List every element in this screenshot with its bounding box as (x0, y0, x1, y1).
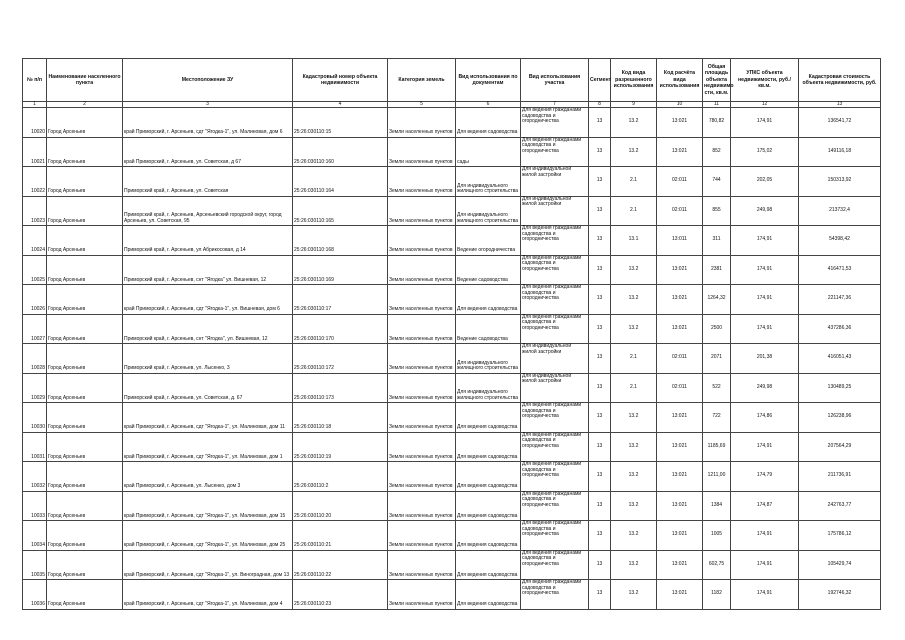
cell-segment: 13 (589, 137, 611, 167)
cell-upks: 174,86 (731, 403, 799, 433)
cell-use-by-documents: Для индивидуального жилищного строительства (456, 196, 521, 226)
cell-calc-code: 02:011 (657, 167, 703, 197)
cell-segment: 13 (589, 285, 611, 315)
cell-cadastral-number: 25:26:030110:23 (293, 580, 388, 610)
cell-location: Приморский край, г. Арсеньев, снт "Ягодка", ул. Вишневая, 12 (123, 314, 293, 344)
cell-locality: Город Арсеньев (47, 255, 123, 285)
cell-cadastral-number: 25:26:030110:168 (293, 226, 388, 256)
cell-land-category: Земли населенных пунктов (388, 403, 456, 433)
cell-vri-code: 2.1 (611, 344, 657, 374)
cell-row-number: 10031 (23, 432, 47, 462)
cell-vri-code: 13.2 (611, 403, 657, 433)
cell-locality: Город Арсеньев (47, 226, 123, 256)
col-header-segment: Сегмент (589, 59, 611, 102)
cell-segment: 13 (589, 373, 611, 403)
cell-locality: Город Арсеньев (47, 137, 123, 167)
cell-row-number: 10026 (23, 285, 47, 315)
cell-calc-code: 13:021 (657, 521, 703, 551)
cell-segment: 13 (589, 462, 611, 492)
cell-calc-code: 13:021 (657, 285, 703, 315)
cell-locality: Город Арсеньев (47, 521, 123, 551)
cell-segment: 13 (589, 521, 611, 551)
cell-upks: 174,91 (731, 521, 799, 551)
cell-use-by-documents: Ведение садоводства (456, 255, 521, 285)
cell-segment: 13 (589, 403, 611, 433)
cell-location: край Приморский, г. Арсеньев, сдт "Ягодка-1", ул. Малиновая, дом 15 (123, 491, 293, 521)
column-number: 10 (657, 102, 703, 108)
cell-area: 311 (703, 226, 731, 256)
col-header-num: № п/п (23, 59, 47, 102)
cell-use-by-documents: Для ведения садоводства (456, 462, 521, 492)
cell-calc-code: 13:021 (657, 108, 703, 138)
cell-cadastral-number: 25:26:030110:19 (293, 432, 388, 462)
cell-cadastral-number: 25:26:030110:22 (293, 550, 388, 580)
cell-upks: 174,91 (731, 550, 799, 580)
cell-locality: Город Арсеньев (47, 462, 123, 492)
cell-land-category: Земли населенных пунктов (388, 167, 456, 197)
cell-upks: 174,91 (731, 108, 799, 138)
cell-upks: 174,91 (731, 432, 799, 462)
cell-use-of-plot: Для ведения гражданами садоводства и огородничества (521, 432, 589, 462)
cell-use-by-documents: Для ведения садоводства (456, 521, 521, 551)
cell-calc-code: 13:021 (657, 462, 703, 492)
cell-segment: 13 (589, 255, 611, 285)
table-row (23, 462, 881, 492)
cell-use-of-plot: Для ведения гражданами садоводства и огородничества (521, 255, 589, 285)
cell-location: Приморский край, г. Арсеньев, Арсеньевский городской округ, город Арсеньев, ул. Советская, 95 (123, 196, 293, 226)
cell-cadastral-number: 25:26:030110:18 (293, 403, 388, 433)
cell-vri-code: 13.2 (611, 314, 657, 344)
cell-segment: 13 (589, 580, 611, 610)
cell-upks: 174,91 (731, 226, 799, 256)
cell-calc-code: 13:021 (657, 491, 703, 521)
column-number: 5 (388, 102, 456, 108)
cell-vri-code: 13.2 (611, 580, 657, 610)
cell-vri-code: 13.2 (611, 521, 657, 551)
cell-use-by-documents: сады (456, 137, 521, 167)
cell-cadastral-number: 25:26:030110:165 (293, 196, 388, 226)
cell-land-category: Земли населенных пунктов (388, 226, 456, 256)
cell-vri-code: 13.2 (611, 108, 657, 138)
cell-vri-code: 13.2 (611, 491, 657, 521)
cell-area: 1384 (703, 491, 731, 521)
cell-use-by-documents: Ведение огородничества (456, 226, 521, 256)
cell-location: Приморский край, г. Арсеньев, ул. Советская (123, 167, 293, 197)
cell-segment: 13 (589, 196, 611, 226)
table-body (23, 108, 881, 610)
cell-land-category: Земли населенных пунктов (388, 285, 456, 315)
cell-use-of-plot: Для ведения гражданами садоводства и огородничества (521, 108, 589, 138)
cell-calc-code: 13:011 (657, 226, 703, 256)
cell-row-number: 10032 (23, 462, 47, 492)
cell-locality: Город Арсеньев (47, 314, 123, 344)
cell-locality: Город Арсеньев (47, 491, 123, 521)
cell-locality: Город Арсеньев (47, 373, 123, 403)
col-header-area: Общая площадь объекта недвижимо сти, кв.м. (703, 59, 731, 102)
cell-cadastral-number: 25:26:030110:2 (293, 462, 388, 492)
cell-location: край Приморский, г. Арсеньев, сдт "Ягодка-1", ул. Виноградная, дом 13 (123, 550, 293, 580)
cell-use-of-plot: Для ведения гражданами садоводства и огородничества (521, 580, 589, 610)
cell-cadastral-number: 25:26:030110:21 (293, 521, 388, 551)
cell-calc-code: 13:021 (657, 314, 703, 344)
cell-upks: 174,91 (731, 314, 799, 344)
cell-upks: 175,02 (731, 137, 799, 167)
cell-locality: Город Арсеньев (47, 403, 123, 433)
cell-cadastral-cost: 130489,25 (799, 373, 881, 403)
table-row (23, 314, 881, 344)
cell-area: 2500 (703, 314, 731, 344)
cell-use-of-plot: Для индивидуальной жилой застройки (521, 167, 589, 197)
cell-vri-code: 13.1 (611, 226, 657, 256)
cell-locality: Город Арсеньев (47, 108, 123, 138)
cell-land-category: Земли населенных пунктов (388, 344, 456, 374)
cell-cadastral-number: 25:26:030110:17 (293, 285, 388, 315)
cell-use-of-plot: Для ведения гражданами садоводства и огородничества (521, 521, 589, 551)
cell-upks: 174,79 (731, 462, 799, 492)
table-row (23, 344, 881, 374)
cell-row-number: 10034 (23, 521, 47, 551)
col-header-cost: Кадастровая стоимость объекта недвижимости, руб. (799, 59, 881, 102)
cell-area: 1182 (703, 580, 731, 610)
table-row (23, 580, 881, 610)
cell-cadastral-cost: 136541,72 (799, 108, 881, 138)
cell-location: край Приморский, г. Арсеньев, ул. Советская, д 67 (123, 137, 293, 167)
cell-land-category: Земли населенных пунктов (388, 432, 456, 462)
table-row (23, 137, 881, 167)
table-row (23, 491, 881, 521)
column-number: 3 (123, 102, 293, 108)
cell-row-number: 10028 (23, 344, 47, 374)
cell-use-of-plot: Для ведения гражданами садоводства и огородничества (521, 403, 589, 433)
cell-land-category: Земли населенных пунктов (388, 550, 456, 580)
cell-cadastral-number: 25:26:030110:170 (293, 314, 388, 344)
cell-cadastral-number: 25:26:030110:164 (293, 167, 388, 197)
header-row (23, 59, 881, 102)
cell-cadastral-cost: 242763,77 (799, 491, 881, 521)
cell-cadastral-cost: 221147,36 (799, 285, 881, 315)
cell-locality: Город Арсеньев (47, 167, 123, 197)
col-header-calc-code: Код расчёта вида использования (657, 59, 703, 102)
cell-calc-code: 13:021 (657, 580, 703, 610)
cell-cadastral-number: 25:26:030110:15 (293, 108, 388, 138)
cell-location: Приморский край, г. Арсеньев, ул Абрикосовая, д 14 (123, 226, 293, 256)
cell-cadastral-cost: 416051,43 (799, 344, 881, 374)
cell-cadastral-number: 25:26:030110:172 (293, 344, 388, 374)
cell-area: 1211,00 (703, 462, 731, 492)
column-number: 1 (23, 102, 47, 108)
column-number: 11 (703, 102, 731, 108)
cell-use-by-documents: Для ведения садоводства (456, 491, 521, 521)
cell-land-category: Земли населенных пунктов (388, 580, 456, 610)
cell-vri-code: 13.2 (611, 255, 657, 285)
cell-use-of-plot: Для ведения гражданами садоводства и огородничества (521, 226, 589, 256)
col-header-land-category: Категория земель (388, 59, 456, 102)
cell-segment: 13 (589, 314, 611, 344)
cell-row-number: 10021 (23, 137, 47, 167)
cell-segment: 13 (589, 167, 611, 197)
table-row (23, 403, 881, 433)
cell-area: 722 (703, 403, 731, 433)
cell-use-of-plot: Для ведения гражданами садоводства и огородничества (521, 314, 589, 344)
cell-use-by-documents: Ведение садоводства (456, 314, 521, 344)
column-number: 6 (456, 102, 521, 108)
cell-calc-code: 13:021 (657, 137, 703, 167)
cell-row-number: 10024 (23, 226, 47, 256)
column-number: 12 (731, 102, 799, 108)
cell-land-category: Земли населенных пунктов (388, 462, 456, 492)
column-number: 7 (521, 102, 589, 108)
table-row (23, 108, 881, 138)
cell-location: Приморский край, г. Арсеньев, ул. Советская, д. 67 (123, 373, 293, 403)
col-header-vri-code: Код вида разрешенного использования (611, 59, 657, 102)
cell-cadastral-cost: 192746,32 (799, 580, 881, 610)
cell-cadastral-cost: 207564,29 (799, 432, 881, 462)
cell-use-by-documents: Для ведения садоводства (456, 403, 521, 433)
cell-cadastral-number: 25:26:030110:20 (293, 491, 388, 521)
cell-row-number: 10022 (23, 167, 47, 197)
table-row (23, 167, 881, 197)
cadastral-table-sheet (22, 58, 880, 610)
column-number: 8 (589, 102, 611, 108)
cell-locality: Город Арсеньев (47, 285, 123, 315)
col-header-use-doc: Вид использования по документам (456, 59, 521, 102)
cell-use-of-plot: Для ведения гражданами садоводства и огородничества (521, 462, 589, 492)
cell-cadastral-number: 25:26:030110:160 (293, 137, 388, 167)
cell-row-number: 10025 (23, 255, 47, 285)
cell-segment: 13 (589, 108, 611, 138)
column-number: 13 (799, 102, 881, 108)
cell-cadastral-cost: 150313,92 (799, 167, 881, 197)
cell-row-number: 10036 (23, 580, 47, 610)
table-row (23, 255, 881, 285)
cell-cadastral-cost: 54398,42 (799, 226, 881, 256)
cell-area: 522 (703, 373, 731, 403)
cell-use-of-plot: Для индивидуальной жилой застройки (521, 344, 589, 374)
cell-vri-code: 13.2 (611, 285, 657, 315)
cell-locality: Город Арсеньев (47, 196, 123, 226)
cell-area: 2381 (703, 255, 731, 285)
cell-cadastral-cost: 126238,96 (799, 403, 881, 433)
cell-use-of-plot: Для ведения гражданами садоводства и огородничества (521, 137, 589, 167)
cell-use-by-documents: Для индивидуального жилищного строительства (456, 373, 521, 403)
cell-locality: Город Арсеньев (47, 344, 123, 374)
cell-cadastral-cost: 175786,12 (799, 521, 881, 551)
cell-row-number: 10030 (23, 403, 47, 433)
col-header-locality: Наименование населенного пункта (47, 59, 123, 102)
cell-cadastral-cost: 105429,74 (799, 550, 881, 580)
table-row (23, 432, 881, 462)
cell-cadastral-cost: 149116,18 (799, 137, 881, 167)
cell-vri-code: 2.1 (611, 373, 657, 403)
cell-area: 2071 (703, 344, 731, 374)
cell-use-by-documents: Для ведения садоводства (456, 432, 521, 462)
cell-land-category: Земли населенных пунктов (388, 255, 456, 285)
cell-cadastral-number: 25:26:030110:169 (293, 255, 388, 285)
cell-locality: Город Арсеньев (47, 432, 123, 462)
cell-cadastral-cost: 437286,36 (799, 314, 881, 344)
cell-vri-code: 2.1 (611, 167, 657, 197)
cell-location: край Приморский, г. Арсеньев, сдт "Ягодка-1", ул. Малиновая, дом 1 (123, 432, 293, 462)
cell-area: 602,75 (703, 550, 731, 580)
cell-area: 1185,69 (703, 432, 731, 462)
cell-use-of-plot: Для индивидуальной жилой застройки (521, 373, 589, 403)
cell-cadastral-cost: 416471,53 (799, 255, 881, 285)
cell-location: край Приморский, г. Арсеньев, сдт "Ягодка-1", ул. Малиновая, дом 6 (123, 108, 293, 138)
cell-row-number: 10027 (23, 314, 47, 344)
cell-area: 1005 (703, 521, 731, 551)
column-number: 9 (611, 102, 657, 108)
cell-calc-code: 13:021 (657, 403, 703, 433)
cell-use-by-documents: Для индивидуального жилищного строительства (456, 167, 521, 197)
cell-row-number: 10035 (23, 550, 47, 580)
cell-land-category: Земли населенных пунктов (388, 373, 456, 403)
cell-land-category: Земли населенных пунктов (388, 108, 456, 138)
cadastral-table (22, 58, 881, 610)
cell-location: Приморский край, г. Арсеньев, снт "Ягодка" ул. Вишневая, 12 (123, 255, 293, 285)
cell-upks: 249,98 (731, 196, 799, 226)
cell-area: 744 (703, 167, 731, 197)
column-number: 2 (47, 102, 123, 108)
cell-upks: 174,91 (731, 255, 799, 285)
cell-vri-code: 2.1 (611, 196, 657, 226)
cell-area: 855 (703, 196, 731, 226)
cell-segment: 13 (589, 550, 611, 580)
cell-land-category: Земли населенных пунктов (388, 314, 456, 344)
cell-calc-code: 02:011 (657, 196, 703, 226)
cell-use-by-documents: Для ведения садоводства (456, 550, 521, 580)
table-row (23, 521, 881, 551)
table-row (23, 373, 881, 403)
col-header-location: Местоположение ЗУ (123, 59, 293, 102)
cell-upks: 174,91 (731, 580, 799, 610)
cell-locality: Город Арсеньев (47, 550, 123, 580)
cell-vri-code: 13.2 (611, 462, 657, 492)
cell-location: Приморский край, г. Арсеньев, ул. Лысенко, 3 (123, 344, 293, 374)
cell-use-by-documents: Для индивидуального жилищного строительства (456, 344, 521, 374)
cell-vri-code: 13.2 (611, 550, 657, 580)
cell-location: край Приморский, г. Арсеньев, сдт "Ягодка-1", ул. Малиновая, дом 25 (123, 521, 293, 551)
cell-location: край Приморский, г. Арсеньев, сдт "Ягодка-1", ул. Малиновая, дом 4 (123, 580, 293, 610)
cell-land-category: Земли населенных пунктов (388, 137, 456, 167)
cell-cadastral-cost: 213732,4 (799, 196, 881, 226)
cell-upks: 249,98 (731, 373, 799, 403)
cell-vri-code: 13.2 (611, 432, 657, 462)
col-header-cadastral: Кадастровый номер объекта недвижимости (293, 59, 388, 102)
col-header-upks: УПКС объекта недвижимости, руб./кв.м. (731, 59, 799, 102)
cell-segment: 13 (589, 432, 611, 462)
cell-area: 852 (703, 137, 731, 167)
cell-land-category: Земли населенных пунктов (388, 521, 456, 551)
column-number: 4 (293, 102, 388, 108)
cell-upks: 174,87 (731, 491, 799, 521)
cell-use-of-plot: Для индивидуальной жилой застройки (521, 196, 589, 226)
cell-calc-code: 02:011 (657, 373, 703, 403)
col-header-use-plot: Вид использования участка (521, 59, 589, 102)
cell-land-category: Земли населенных пунктов (388, 196, 456, 226)
cell-upks: 174,91 (731, 285, 799, 315)
cell-segment: 13 (589, 226, 611, 256)
cell-calc-code: 13:021 (657, 550, 703, 580)
cell-upks: 202,05 (731, 167, 799, 197)
cell-land-category: Земли населенных пунктов (388, 491, 456, 521)
cell-row-number: 10023 (23, 196, 47, 226)
cell-use-by-documents: Для ведения садоводства (456, 580, 521, 610)
cell-location: край Приморский, г. Арсеньев, сдт "Ягодка-1", ул. Малиновая, дом 11 (123, 403, 293, 433)
cell-use-of-plot: Для ведения гражданами садоводства и огородничества (521, 285, 589, 315)
cell-area: 1264,32 (703, 285, 731, 315)
cell-locality: Город Арсеньев (47, 580, 123, 610)
table-row (23, 550, 881, 580)
cell-calc-code: 13:021 (657, 255, 703, 285)
cell-row-number: 10029 (23, 373, 47, 403)
table-row (23, 226, 881, 256)
cell-calc-code: 13:021 (657, 432, 703, 462)
cell-use-of-plot: Для ведения гражданами садоводства и огородничества (521, 550, 589, 580)
cell-use-by-documents: Для ведения садоводства (456, 285, 521, 315)
cell-location: край Приморский, г. Арсеньев, сдт "Ягодка-1", ул. Вишневая, дом 6 (123, 285, 293, 315)
cell-row-number: 10033 (23, 491, 47, 521)
cell-row-number: 10020 (23, 108, 47, 138)
cell-vri-code: 13.2 (611, 137, 657, 167)
cell-use-by-documents: Для ведения садоводства (456, 108, 521, 138)
cell-location: край Приморский, г. Арсеньев, ул. Лысенко, дом 3 (123, 462, 293, 492)
table-row (23, 285, 881, 315)
table-row (23, 196, 881, 226)
cell-segment: 13 (589, 344, 611, 374)
cell-use-of-plot: Для ведения гражданами садоводства и огородничества (521, 491, 589, 521)
cell-upks: 201,38 (731, 344, 799, 374)
cell-calc-code: 02:011 (657, 344, 703, 374)
cell-area: 780,82 (703, 108, 731, 138)
cell-cadastral-cost: 211736,91 (799, 462, 881, 492)
cell-cadastral-number: 25:26:030110:173 (293, 373, 388, 403)
cell-segment: 13 (589, 491, 611, 521)
